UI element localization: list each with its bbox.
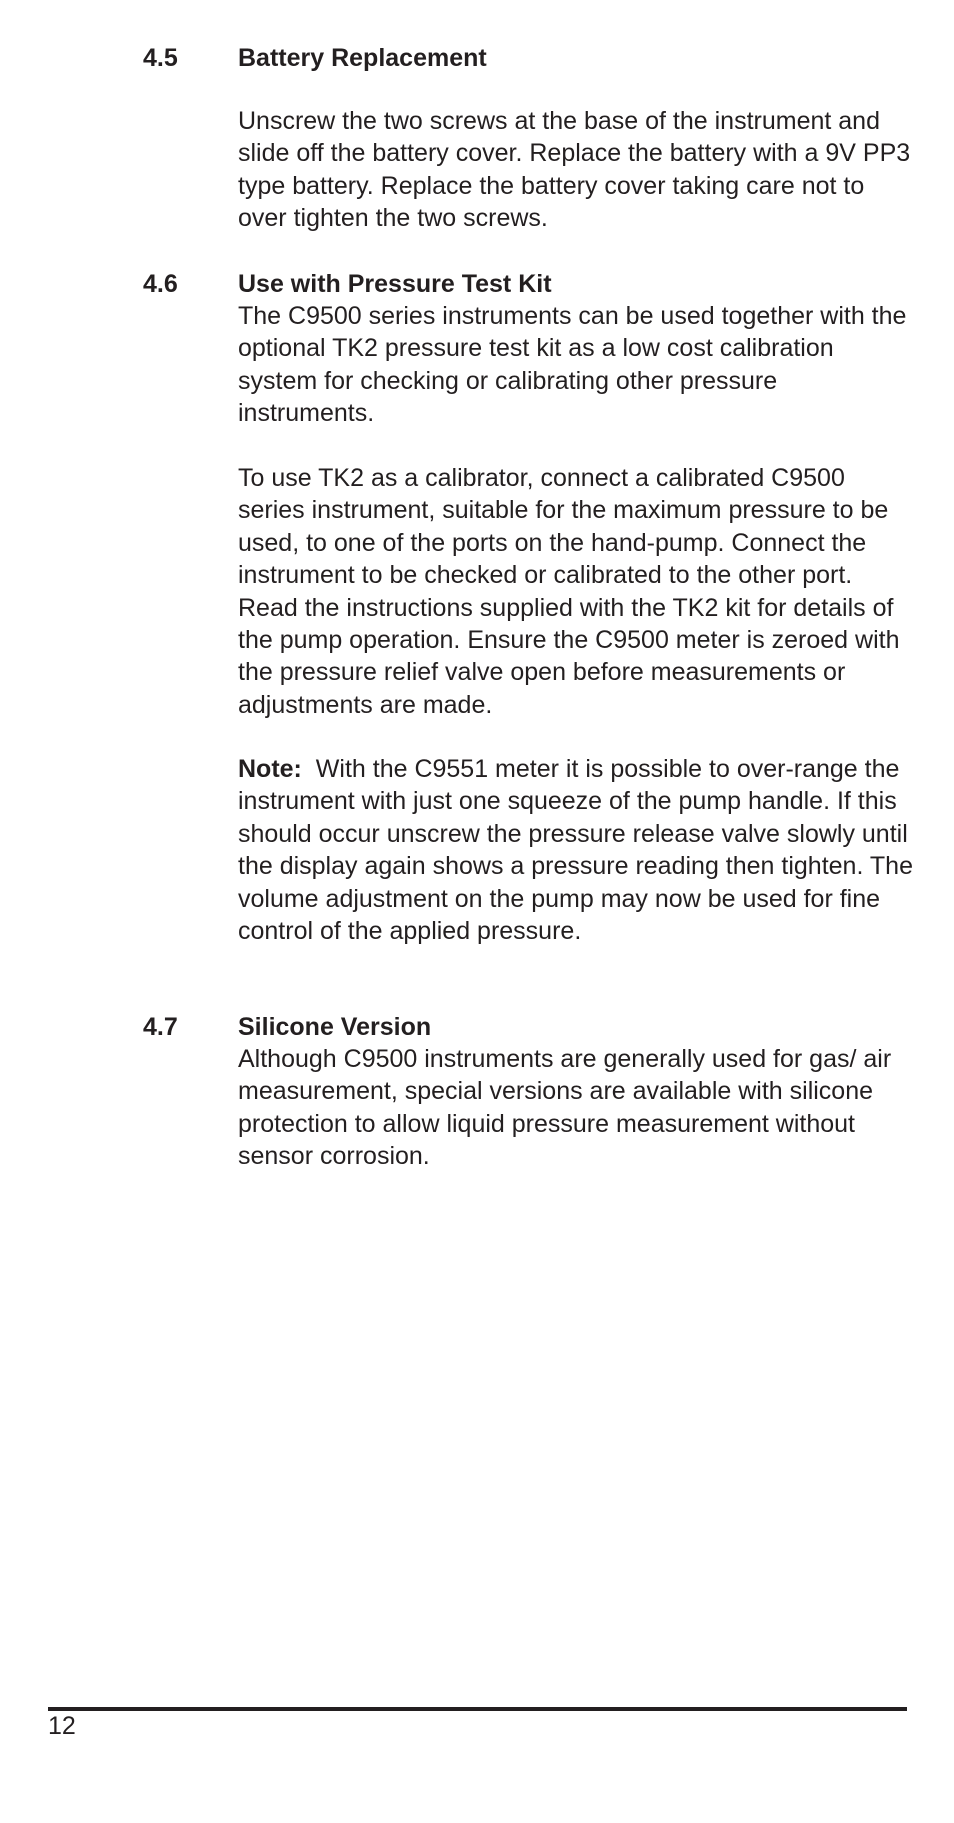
note-paragraph (238, 753, 918, 947)
paragraph-test-kit-intro: The C9500 series instruments can be used together with the optional TK2 pressure test kit as a low cost calibration system for checking or calibrating other pressure instruments. (238, 302, 907, 428)
section-title: Use with Pressure Test Kit (238, 270, 552, 298)
section-number: 4.6 (143, 270, 178, 298)
section-title: Silicone Version (238, 1013, 432, 1041)
footer-rule (48, 1707, 907, 1711)
page-number: 12 (48, 1712, 76, 1740)
section-title: Battery Replacement (238, 44, 487, 72)
section-number: 4.7 (143, 1013, 178, 1041)
section-number: 4.5 (143, 44, 178, 72)
note-text: With the C9551 meter it is possible to over-range the instrument with just one squeeze of the pump handle. If this should occur unscrew the pressure release valve slowly until the display again shows a pressure reading then tighten. The volume adjustment on the pump may now be used for fine control of the applied pressure. (238, 755, 913, 946)
paragraph-silicone-version: Although C9500 instruments are generally used for gas/ air measurement, special versions are available with silicone protection to allow liquid pressure measurement without sensor corrosion. (238, 1045, 892, 1171)
paragraph-battery-replacement: Unscrew the two screws at the base of the instrument and slide off the battery cover. Replace the battery with a 9V PP3 type battery. Replace the battery cover taking care not to over tighten the two screws. (238, 107, 911, 233)
note-label: Note: (238, 755, 302, 783)
paragraph-calibrator-usage: To use TK2 as a calibrator, connect a calibrated C9500 series instrument, suitable for the maximum pressure to be used, to one of the ports on the hand-pump. Connect the instrument to be checked or calibrated to the other port. Read the instructions supplied with the TK2 kit for details of the pump operation. Ensure the C9500 meter is zeroed with the pressure relief valve open before measurements or adjustments are made. (238, 464, 900, 719)
